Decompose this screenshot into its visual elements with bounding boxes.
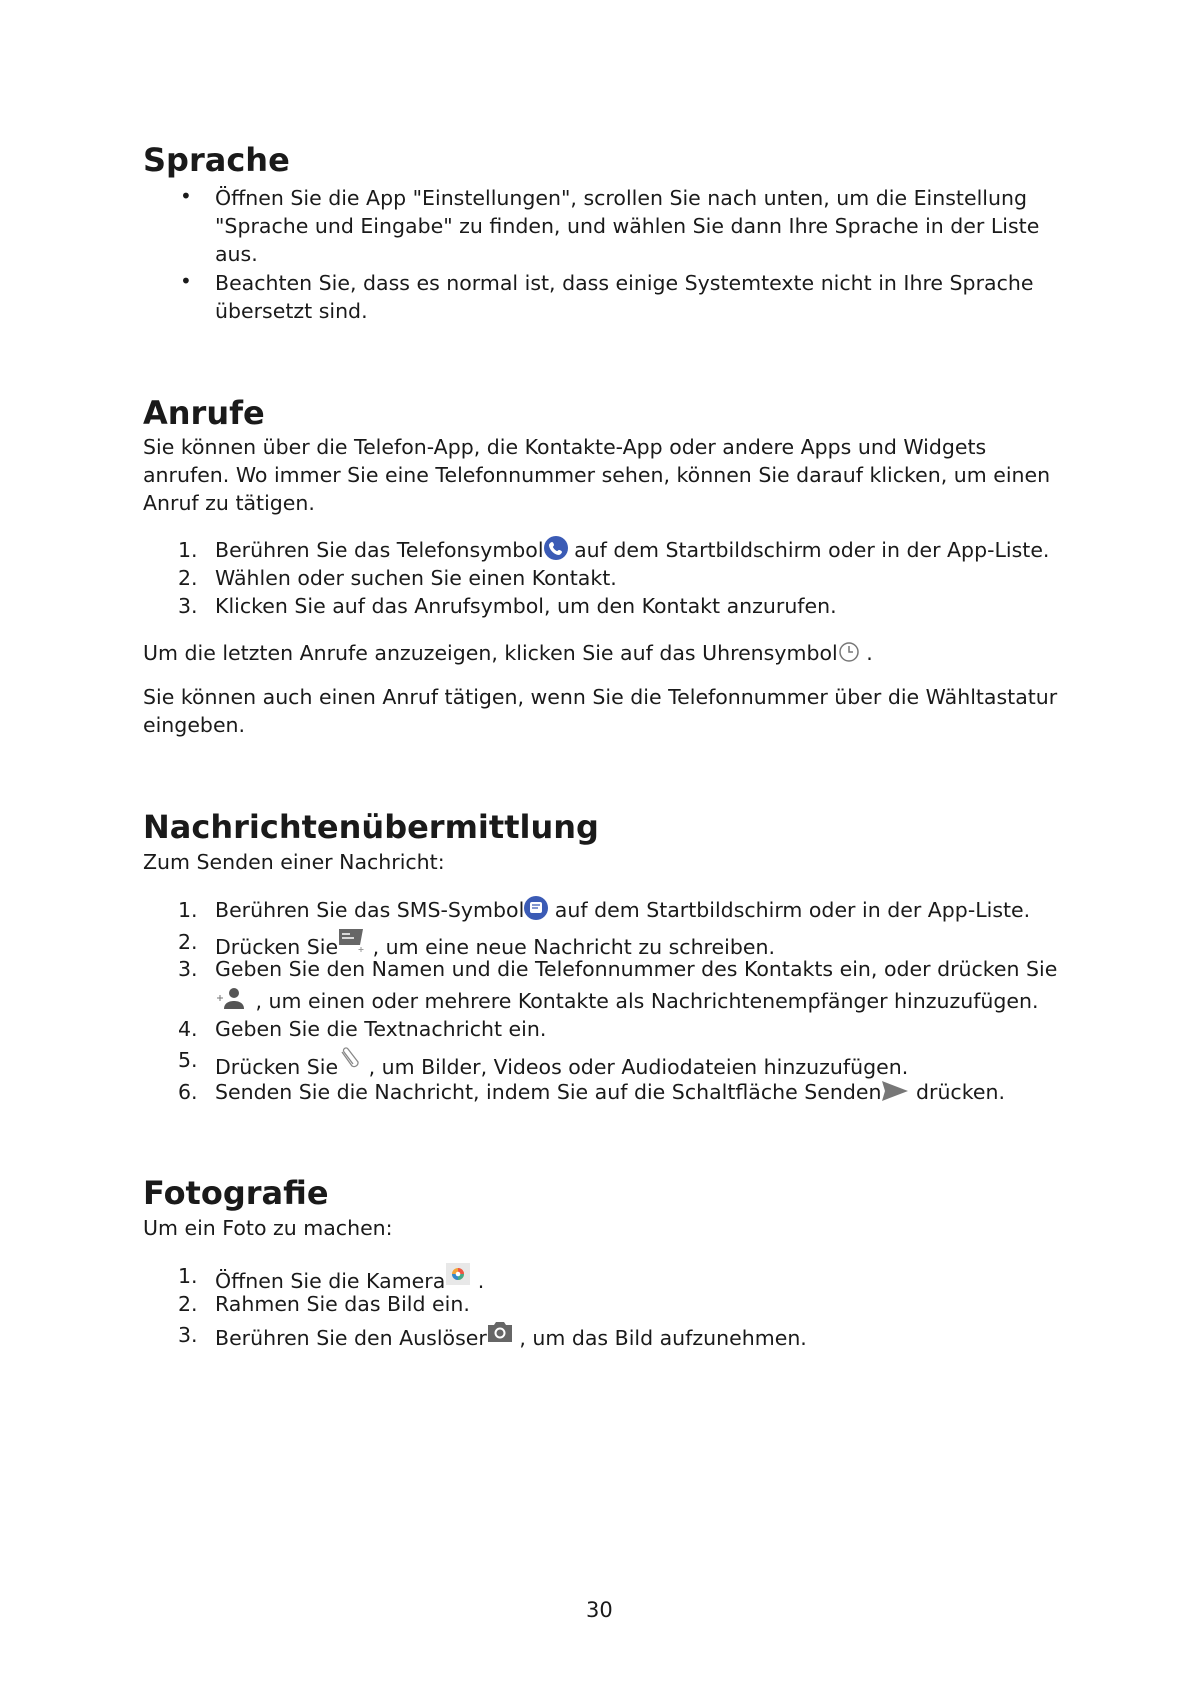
bullet: • [180, 269, 192, 293]
heading-nachrichten: Nachrichtenübermittlung [143, 808, 599, 846]
page-number: 30 [586, 1598, 613, 1622]
clock-icon [838, 641, 860, 663]
camera-app-icon [445, 1262, 471, 1286]
dial-text: Sie können auch einen Anruf tätigen, wenn Sie die Telefonnummer über die Wähltastatur eingeben. [143, 685, 1058, 737]
anrufe-intro: Sie können über die Telefon-App, die Kontakte-App oder andere Apps und Widgets anrufen. Wo immer Sie eine Telefonnummer sehen, können Sie darauf klicken, um einen Anruf zu tätigen. [143, 435, 1051, 515]
new-message-icon [338, 928, 366, 952]
foto-intro: Um ein Foto zu machen: [143, 1216, 393, 1240]
paperclip-icon [338, 1046, 362, 1072]
bullet-text: Beachten Sie, dass es normal ist, dass einige Systemtexte nicht in Ihre Sprache übersetzt sind. [215, 271, 1034, 323]
heading-anrufe: Anrufe [143, 394, 265, 432]
bullet: • [180, 184, 192, 208]
add-contact-icon [215, 987, 249, 1011]
heading-fotografie: Fotografie [143, 1174, 329, 1212]
send-icon [881, 1080, 909, 1102]
nachrichten-intro: Zum Senden einer Nachricht: [143, 850, 445, 874]
bullet-text: Öffnen Sie die App "Einstellungen", scrollen Sie nach unten, um die Einstellung "Sprache und Eingabe" zu finden, und wählen Sie dann Ihre Sprache in der Liste aus. [215, 186, 1040, 266]
phone-icon [544, 536, 568, 560]
heading-sprache: Sprache [143, 141, 290, 179]
sms-icon [524, 896, 548, 920]
shutter-icon [487, 1321, 513, 1343]
recent-calls-text: Um die letzten Anrufe anzuzeigen, klicken Sie auf das Uhrensymbol . [143, 641, 873, 665]
